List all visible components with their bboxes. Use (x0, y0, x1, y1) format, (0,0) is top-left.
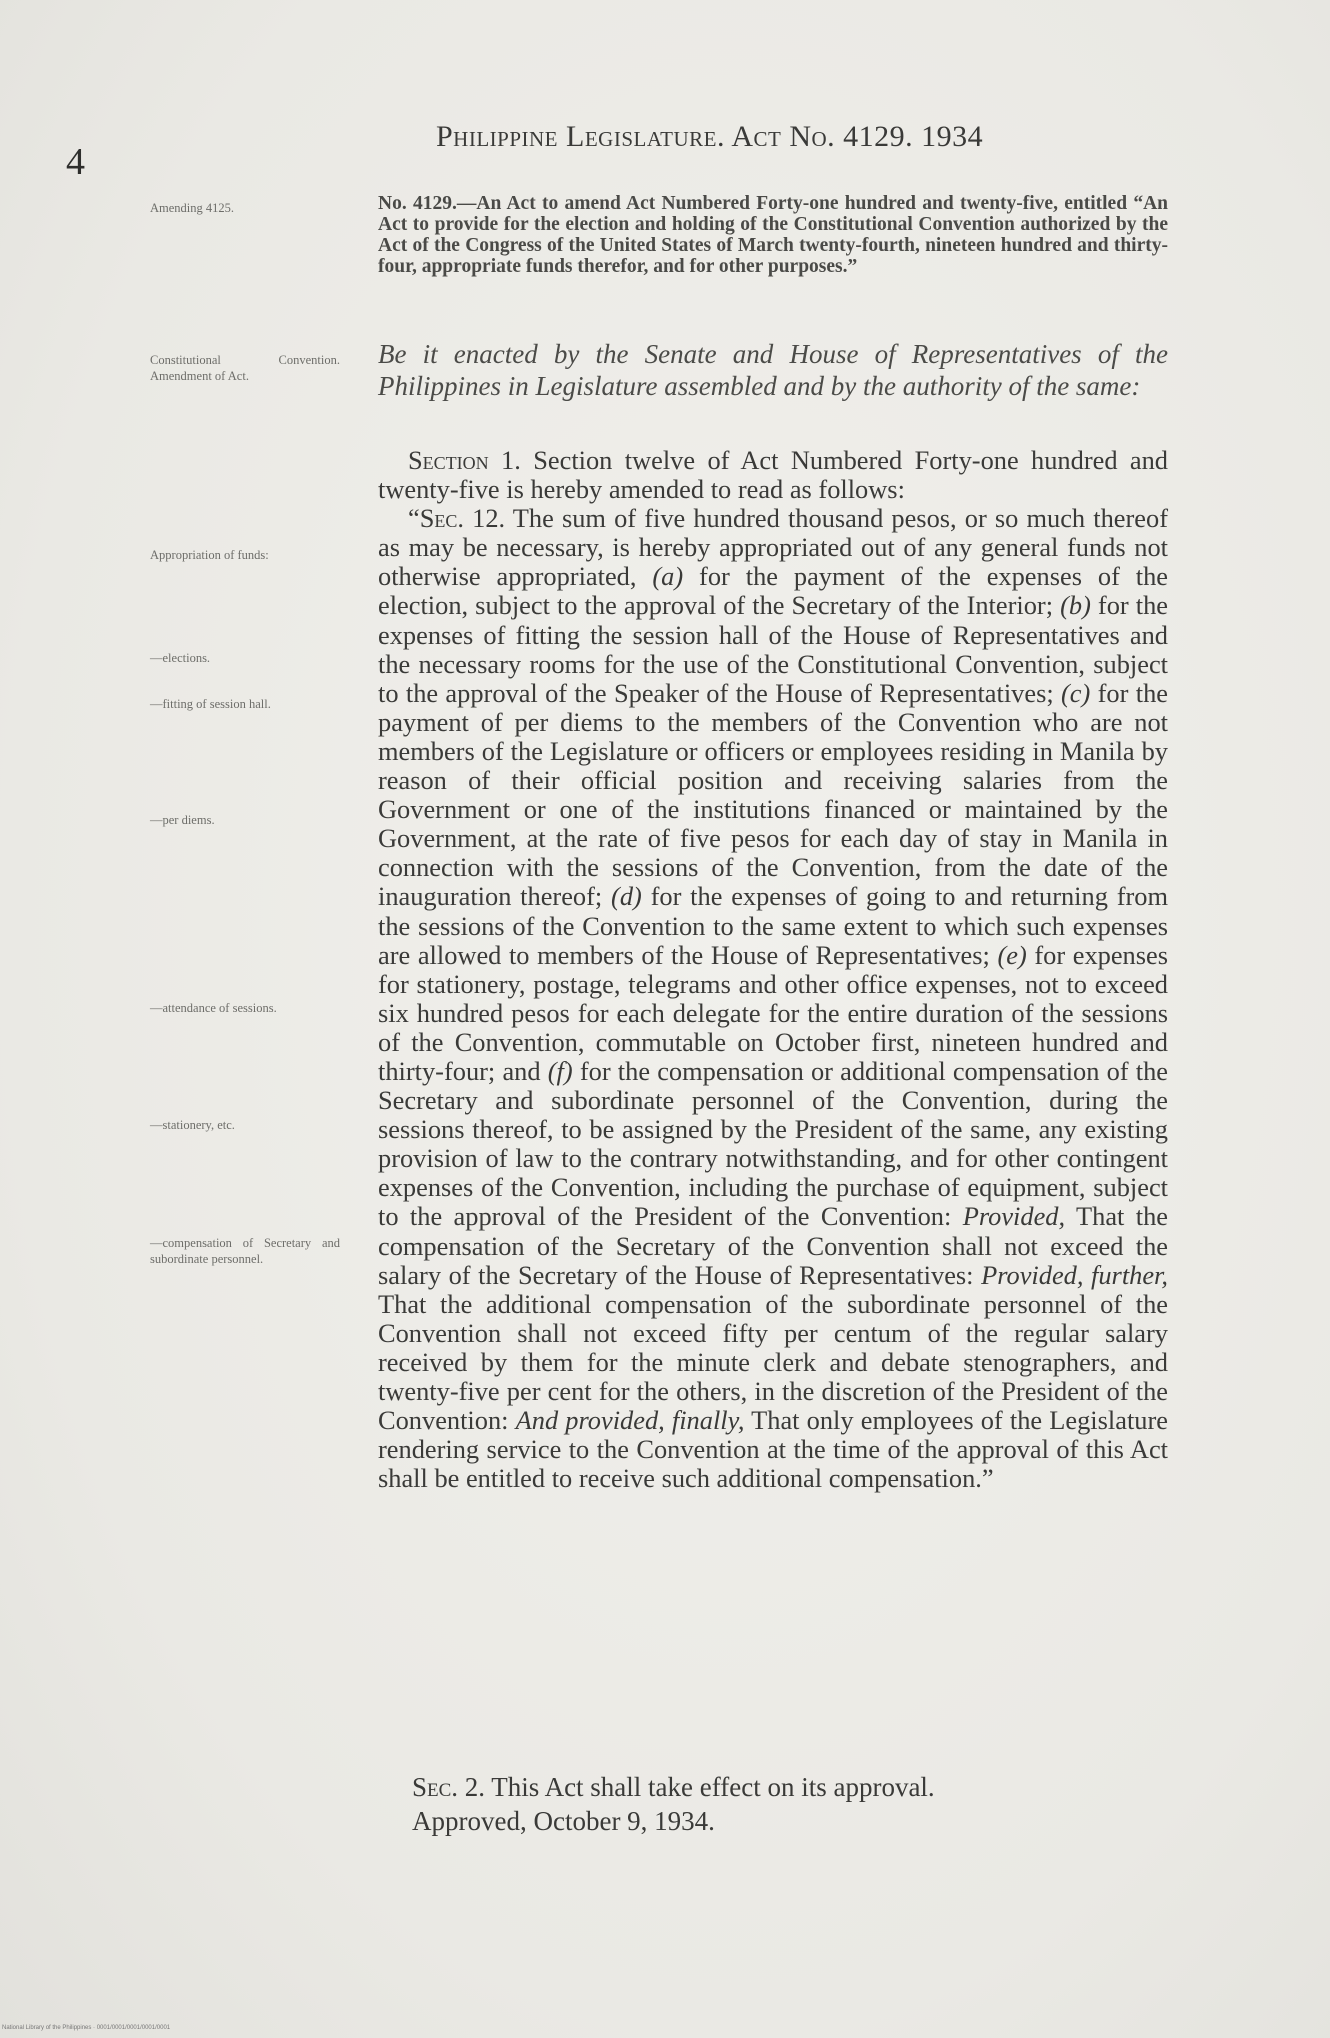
section-2 (378, 1770, 1168, 1804)
act-number: No. 4129. (378, 193, 457, 214)
margin-note-amending: Amending 4125. (150, 201, 235, 215)
section-1 (378, 446, 1168, 504)
margin-note-attendance: —attendance of sessions. (150, 1001, 277, 1015)
margin-note-per-diems: —per diems. (150, 813, 215, 827)
act-title (378, 193, 1168, 277)
enacting-clause: Be it enacted by the Senate and House of Representatives of the Philippines in Legislature assembled and by the authority of the same: (378, 339, 1168, 401)
section-2-label: Sec. (412, 1772, 459, 1802)
act-title-text: —An Act to amend Act Numbered Forty-one hundred and twenty-five, entitled “An Act to provide for the election and holding of the Constitutional Convention authorized by the Act of the Congress of the United States of March twenty-fourth, nineteen hundred and thirty-four, appropriate funds therefor, and for other purposes.” (378, 193, 1168, 277)
section-1-label: Section (408, 445, 489, 475)
closing-block (378, 1770, 1168, 1838)
act-body (378, 446, 1168, 1493)
archive-footer: National Library of the Philippines · 0001/0001/0001/0001/0001 (2, 2025, 171, 2031)
section-12-label: Sec. (419, 503, 464, 534)
margin-note-stationery: —stationery, etc. (150, 1118, 235, 1132)
margin-note-fitting: —fitting of session hall. (150, 697, 271, 711)
margin-note-constitutional: Constitutional Convention. Amendment of Act. (150, 353, 340, 383)
section-1-text: 1. Section twelve of Act Numbered Forty-one hundred and twenty-five is hereby amended to read as follows: (378, 445, 1168, 505)
page-number: 4 (66, 141, 85, 183)
running-head: Philippine Legislature. Act No. 4129. 1934 (436, 120, 984, 153)
margin-note-elections: —elections. (150, 651, 211, 665)
margin-note-compensation: —compensation of Secretary and subordinate personnel. (150, 1236, 340, 1266)
approval-line: Approved, October 9, 1934. (412, 1806, 715, 1836)
section-12-text: “Sec. 12. The sum of five hundred thousand pesos, or so much thereof as may be necessary, is hereby appropriated out of any general funds not otherwise appropriated, (a) for the payment of the expenses of the election, subject to the approval of the Secretary of the Interior; (b) for the expenses of fitting the session hall of the House of Representatives and the necessary rooms for the use of the Constitutional Convention, subject to the approval of the Speaker of the House of Representatives; (c) for the payment of per diems to the members of the Convention who are not members of the Legislature or officers or employees residing in Manila by reason of their official position and receiving salaries from the Government or one of the institutions financed or maintained by the Government, at the rate of five pesos for each day of stay in Manila in connection with the sessions of the Convention, from the date of the inauguration thereof; (d) for the expenses of going to and returning from the sessions of the Convention to the same extent to which such expenses are allowed to members of the House of Representatives; (e) for expenses for stationery, postage, telegrams and other office expenses, not to exceed six hundred pesos for each delegate for the entire duration of the sessions of the Convention, commutable on October first, nineteen hundred and thirty-four; and (f) for the compensation or additional compensation of the Secretary and subordinate personnel of the Convention, during the sessions thereof, to be assigned by the President of the same, any existing provision of law to the contrary notwithstanding, and for other contingent expenses of the Convention, including the purchase of equipment, subject to the approval of the President of the Convention: Provided, That the compensation of the Secretary of the Convention shall not exceed the salary of the Secretary of the House of Representatives: Provided, further, That the additional compensation of the subordinate personnel of the Convention shall not exceed fifty per centum of the regular salary received by them for the minute clerk and debate stenographers, and twenty-five per cent for the others, in the discretion of the President of the Convention: And provided, finally, That only employees of the Legislature rendering service to the Convention at the time of the approval of this Act shall be entitled to receive such additional compensation.” (378, 503, 1169, 1494)
section-2-text: 2. This Act shall take effect on its approval. (458, 1772, 935, 1802)
margin-note-appropriation: Appropriation of funds: (150, 548, 269, 562)
